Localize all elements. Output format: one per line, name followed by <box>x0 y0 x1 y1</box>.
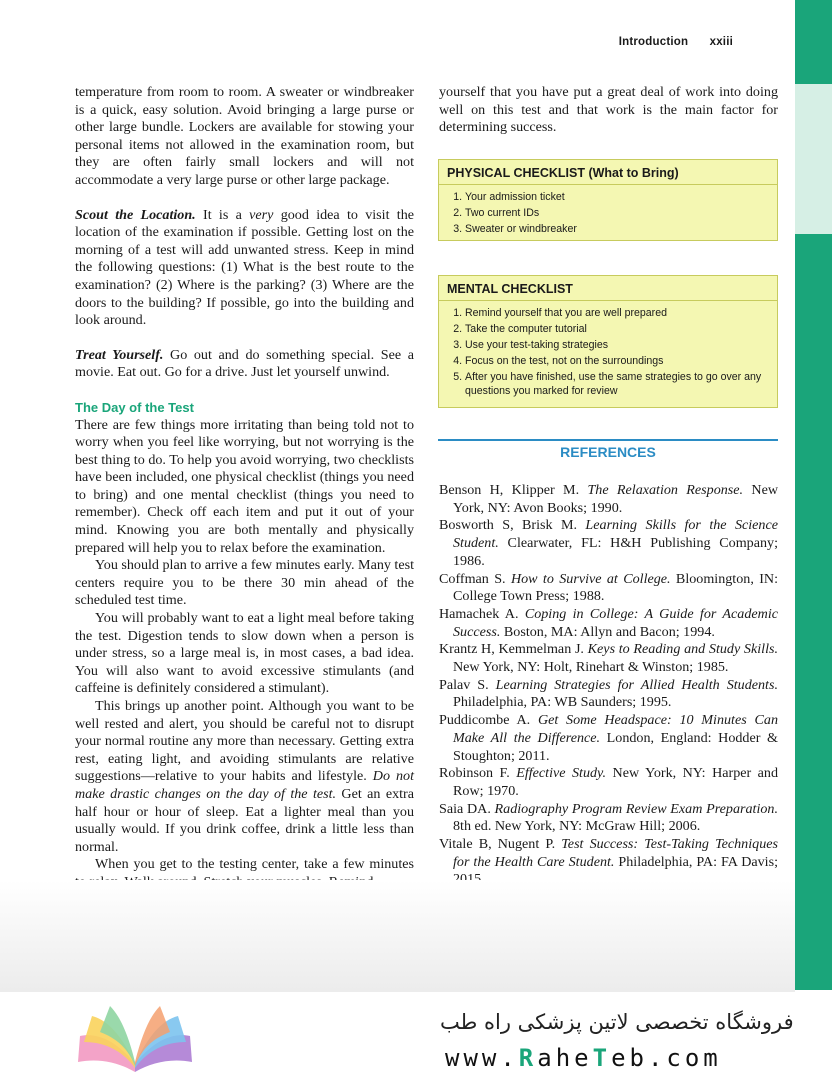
list-item: 4. Focus on the test, not on the surroundings <box>465 353 777 369</box>
lead-scout-location: Scout the Location. <box>75 206 196 223</box>
paragraph-arrive-early: You should plan to arrive a few minutes early. Many test centers require you to be there 30 min ahead of the scheduled test time. <box>75 557 415 609</box>
list-item: 3. Use your test-taking strategies <box>465 337 777 353</box>
paragraph-remind-yourself: yourself that you have put a great deal of work into doing well on this test and that work is the main factor for determining success. <box>439 84 778 136</box>
references-rule <box>438 439 778 441</box>
reference-item: Benson H, Klipper M. The Relaxation Response. New York, NY: Avon Books; 1990. <box>439 482 779 516</box>
page-number: xxiii <box>709 36 733 48</box>
chapter-tab-highlight <box>795 84 832 234</box>
reference-item: Puddicombe A. Get Some Headspace: 10 Minutes Can Make All the Difference. London, England: Hodder & Stoughton; 2011. <box>439 712 778 764</box>
list-item: 2. Take the computer tutorial <box>465 321 777 337</box>
paragraph-sweater: temperature from room to room. A sweater or windbreaker is a quick, easy solution. Avoid bringing a large purse or other large bundle. Lockers are available for stowing your personal items not allowed in the examination room, but they are often fairly small lockers and will not accommodate a very large purse or other large package. <box>75 84 414 188</box>
paragraph-worrying: There are few things more irritating than being told not to worry when you feel like worrying, but not worrying is the best thing to do. To help you avoid worrying, two checklists have been included, one physical checklist (things you need to bring) and one mental checklist (things you need to remember). Check off each item and put it out of your mind. Knowing you are both mentally and physically prepared will help you to relax before the examination. <box>75 416 414 556</box>
paragraph-light-meal: You will probably want to eat a light meal before taking the test. Digestion tends to slow down when a person is under stress, so a large meal is, in most cases, a bad idea. You will also want to avoid excessive stimulants (and caffeine is definitely considered a stimulant). <box>75 610 414 697</box>
paragraph-testing-center: When you get to the testing center, take a few minutes <box>95 856 414 873</box>
reference-item: Hamachek A. Coping in College: A Guide for Academic Success. Boston, MA: Allyn and Bacon; 1994. <box>439 605 778 640</box>
lead-treat-yourself: Treat Yourself. <box>75 346 164 363</box>
left-column <box>75 84 414 892</box>
mental-checklist-list <box>439 305 777 398</box>
paragraph-routine: This brings up another point. Although you want to be well rested and alert, you should be careful not to disrupt your normal routine any more than necessary. Getting extra rest, eating light, and avoiding stimulants are relative suggestions—relative to your habits and lifestyle. Do not make drastic changes on the day of the test. Get an extra half hour or hour of sleep. Eat a lighter meal than you usually would. If you drink coffee, drink a little less than normal. <box>75 698 415 855</box>
reference-item: Vitale B, Nugent P. Test Success: Test-Taking Techniques for the Health Care Student. Philadelphia, PA: FA Davis; <box>439 836 778 870</box>
reference-item: Saia DA. Radiography Program Review Exam Preparation. 8th ed. New York, NY: McGraw Hill; 2006. <box>439 800 778 835</box>
reference-item: Coffman S. How to Survive at College. Bloomington, IN: College Town Press; 1988. <box>439 570 778 605</box>
reference-item: Krantz H, Kemmelman J. Keys to Reading and Study Skills. New York, NY: Holt, Rinehart & Winston; 1985. <box>439 641 778 676</box>
list-item: 5. After you have finished, use the same strategies to go over any questions you marked for review <box>465 369 777 398</box>
open-book-logo-icon <box>70 1002 200 1074</box>
mental-checklist-title: MENTAL CHECKLIST <box>439 276 777 301</box>
right-column <box>439 84 778 154</box>
references-list <box>439 482 778 889</box>
physical-checklist-box <box>438 159 778 241</box>
section-heading-day-of-test: The Day of the Test <box>75 399 194 415</box>
running-head-section: Introduction <box>618 36 689 48</box>
reference-item: Palav S. Learning Strategies for Allied Health Students. Philadelphia, PA: WB Saunders; 1995. <box>439 676 778 711</box>
list-item: 1. Remind yourself that you are well prepared <box>465 305 777 321</box>
shop-url-text: www.RaheTeb.com <box>445 1044 722 1072</box>
chapter-tab-bar <box>795 0 832 990</box>
physical-checklist-list <box>439 189 777 237</box>
reference-item: Robinson F. Effective Study. New York, NY: Harper and Row; 1970. <box>439 765 779 799</box>
paragraph-scout-location: Scout the Location. It is a very good idea to visit the location of the examination if possible. Getting lost on the morning of a test will add unwanted stress. Keep in mind the following questions: (1) What is the best route to the examination? (2) Where is the parking? (3) Where are the doors to the building? If possible, go into the building and look around. <box>75 206 415 329</box>
mental-checklist-box <box>438 275 778 408</box>
shop-name-text: فروشگاه تخصصی لاتین پزشکی راه طب <box>440 1010 794 1034</box>
paragraph-treat-yourself: Treat Yourself. Go out and do something special. See a movie. Eat out. Go for a drive. Just let yourself unwind. <box>75 346 414 381</box>
list-item: 1. Your admission ticket <box>465 189 777 205</box>
list-item: 3. Sweater or windbreaker <box>465 221 777 237</box>
page-bottom-shadow <box>0 880 795 992</box>
references-heading: REFERENCES <box>560 444 656 460</box>
running-head <box>619 36 733 48</box>
list-item: 2. Two current IDs <box>465 205 777 221</box>
physical-checklist-title: PHYSICAL CHECKLIST (What to Bring) <box>439 160 777 185</box>
reference-item: Bosworth S, Brisk M. Learning Skills for the Science Student. Clearwater, FL: H&H Publishing Company; 1986. <box>439 517 778 569</box>
